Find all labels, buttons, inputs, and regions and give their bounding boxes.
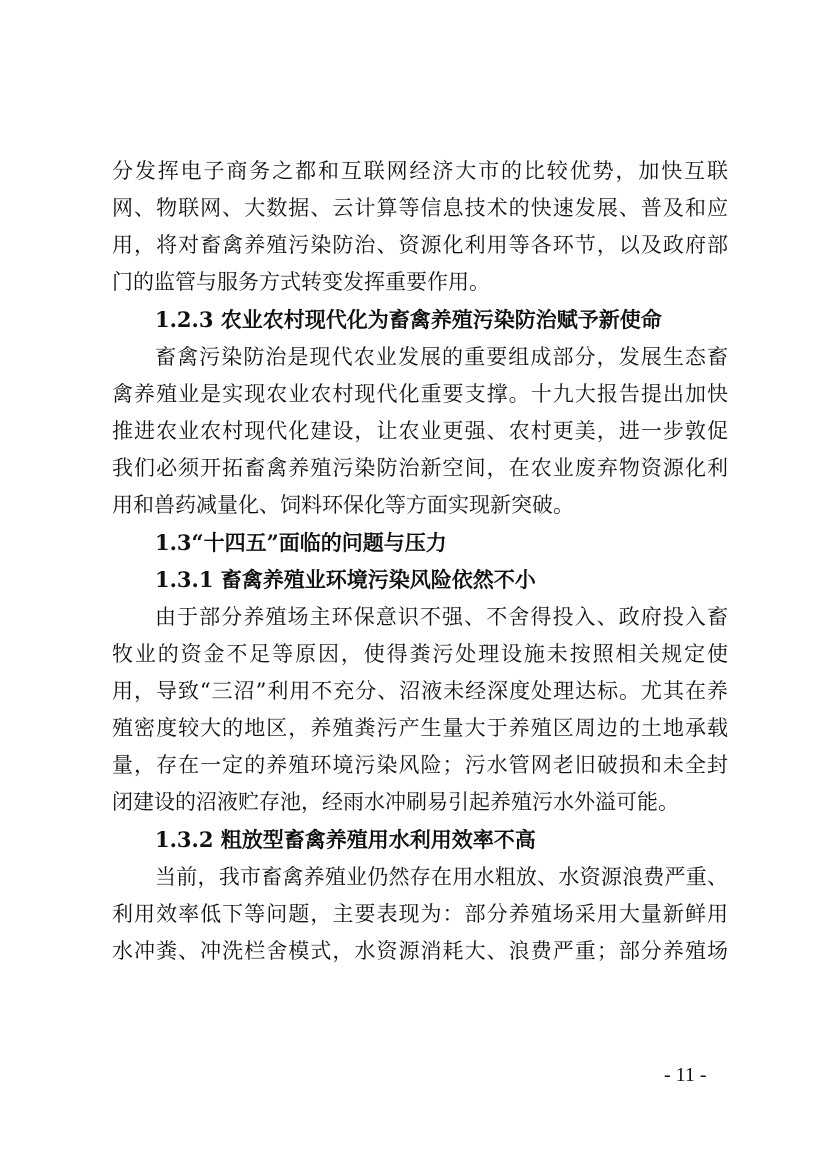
paragraph-line: 用和兽药减量化、饲料环保化等方面实现新突破。 (112, 493, 574, 517)
paragraph-line: 我们必须开拓畜禽养殖污染防治新空间，在农业废弃物资源化利 (112, 456, 728, 480)
paragraph-line: 畜禽污染防治是现代农业发展的重要组成部分，发展生态畜 (155, 345, 728, 369)
section-heading: 1.2.3 农业农村现代化为畜禽养殖污染防治赋予新使命 (155, 307, 662, 332)
section-heading: 1.3.1 畜禽养殖业环境污染风险依然不小 (155, 567, 536, 592)
paragraph-line: 利用效率低下等问题，主要表现为：部分养殖场采用大量新鲜用 (112, 902, 728, 926)
paragraph-line: 用，将对畜禽养殖污染防治、资源化利用等各环节，以及政府部 (112, 233, 728, 257)
paragraph-line: 分发挥电子商务之都和互联网经济大市的比较优势，加快互联 (112, 159, 728, 183)
paragraph-line: 推进农业农村现代化建设，让农业更强、农村更美，进一步敦促 (112, 419, 728, 443)
paragraph-line: 牧业的资金不足等原因，使得粪污处理设施未按照相关规定使 (112, 642, 728, 666)
page-number: - 11 - (664, 1064, 707, 1086)
paragraph-line: 门的监管与服务方式转变发挥重要作用。 (112, 270, 490, 294)
paragraph-line: 禽养殖业是实现农业农村现代化重要支撑。十九大报告提出加快 (112, 382, 728, 406)
section-heading: 1.3“十四五”面临的问题与压力 (155, 530, 447, 555)
section-heading: 1.3.2 粗放型畜禽养殖用水利用效率不高 (155, 827, 536, 852)
paragraph-line: 当前，我市畜禽养殖业仍然存在用水粗放、水资源浪费严重、 (155, 865, 728, 889)
paragraph-line: 网、物联网、大数据、云计算等信息技术的快速发展、普及和应 (112, 196, 728, 220)
paragraph-line: 由于部分养殖场主环保意识不强、不舍得投入、政府投入畜 (155, 605, 728, 629)
paragraph-line: 闭建设的沼液贮存池，经雨水冲刷易引起养殖污水外溢可能。 (112, 790, 679, 814)
paragraph-line: 用，导致“三沼”利用不充分、沼液未经深度处理达标。尤其在养 (112, 679, 728, 703)
paragraph-line: 量，存在一定的养殖环境污染风险；污水管网老旧破损和未全封 (112, 753, 728, 777)
paragraph-line: 殖密度较大的地区，养殖粪污产生量大于养殖区周边的土地承载 (112, 716, 728, 740)
paragraph-line: 水冲粪、冲洗栏舍模式，水资源消耗大、浪费严重；部分养殖场 (112, 939, 728, 963)
